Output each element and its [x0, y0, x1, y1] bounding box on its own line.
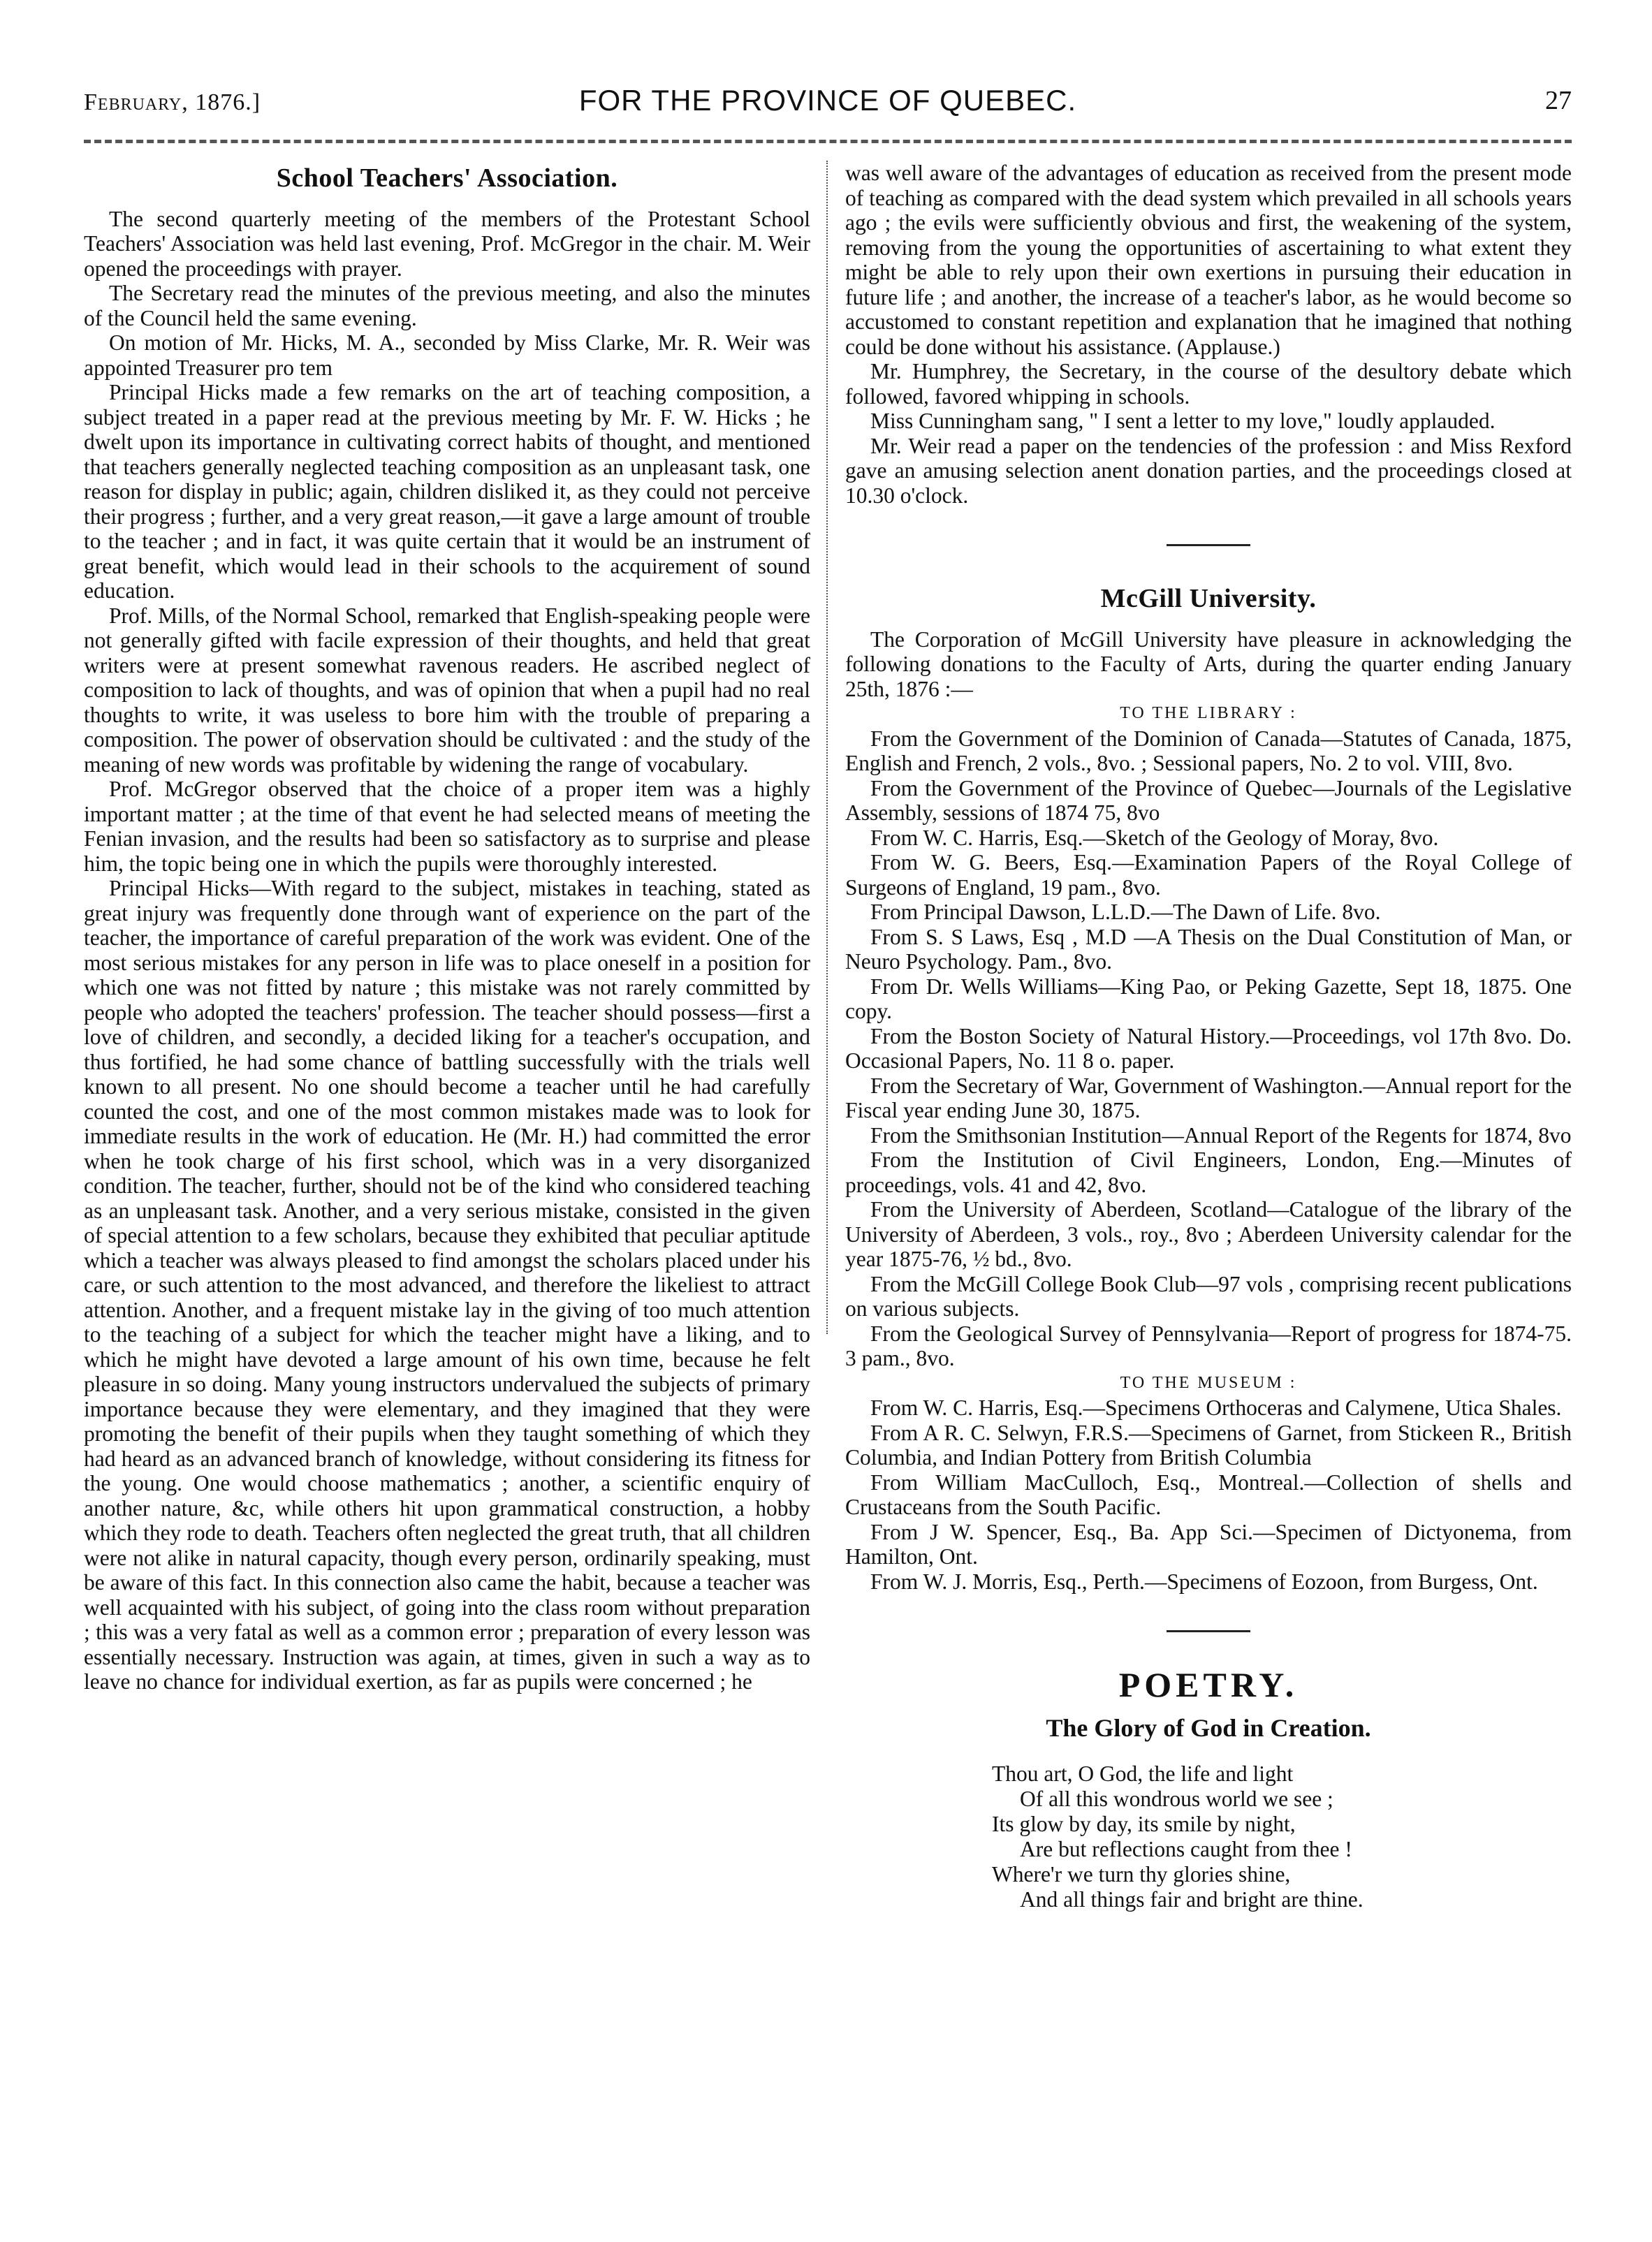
library-donations [845, 726, 1572, 1371]
library-subheading: TO THE LIBRARY : [1120, 704, 1297, 722]
page-header [84, 70, 1572, 133]
museum-subheading: TO THE MUSEUM : [1120, 1373, 1297, 1392]
article-paragraph: The second quarterly meeting of the members of the Protestant School Teachers' Association was held last evening, Prof. McGregor in the chair. M. Weir opened the proceedings with prayer. [84, 206, 810, 281]
columns [84, 161, 1572, 2207]
museum-donation-item: From A R. C. Selwyn, F.R.S.—Specimens of Garnet, from Stickeen R., British Columbia, and Indian Pottery from British Columbia [845, 1420, 1572, 1470]
museum-donation-item: From W. C. Harris, Esq.—Specimens Orthoceras and Calymene, Utica Shales. [870, 1395, 1562, 1420]
library-donation-item: From the McGill College Book Club—97 vols , comprising recent publications on various subjects. [845, 1271, 1572, 1321]
museum-donation-item: From William MacCulloch, Esq., Montreal.—Collection of shells and Crustaceans from the South Pacific. [845, 1470, 1572, 1519]
newspaper-page [84, 70, 1572, 2207]
article-continuation: was well aware of the advantages of education as received from the present mode of teaching as compared with the dead system which prevailed in all schools years ago ; the evils were sufficiently obvious and first, the weakening of the system, removing from the young the opportunities of ascertaining to what extent they might be able to rely upon their own exertions in pursuing their education in future life ; and another, the increase of a teacher's labor, as he would become so accustomed to constant repetition and explanation that he imagined that nothing could be done without his assistance. (Applause.) [845, 161, 1572, 359]
mcgill-intro: The Corporation of McGill University have pleasure in acknowledging the following donations to the Faculty of Arts, during the quarter ending January 25th, 1876 :— [845, 627, 1572, 701]
column-divider [826, 161, 828, 1334]
library-donation-item: From W. C. Harris, Esq.—Sketch of the Geology of Moray, 8vo. [870, 825, 1439, 850]
library-donation-item: From Dr. Wells Williams—King Pao, or Peking Gazette, Sept 18, 1875. One copy. [845, 974, 1572, 1023]
library-donation-item: From Principal Dawson, L.L.D.—The Dawn of Life. 8vo. [870, 900, 1381, 924]
library-donation-item: From W. G. Beers, Esq.—Examination Papers of the Royal College of Surgeons of England, 19 pam., 8vo. [845, 850, 1572, 900]
poem-line: And all things fair and bright are thine. [1020, 1887, 1364, 1912]
library-donation-item: From the University of Aberdeen, Scotland—Catalogue of the library of the University of Aberdeen, 3 vols., roy., 8vo ; Aberdeen University calendar for the year 1875-76, ½ bd., 8vo. [845, 1197, 1572, 1271]
issue-date: February, 1876.] [84, 89, 261, 115]
mcgill-heading: McGill University. [1100, 584, 1317, 613]
article-paragraph: Miss Cunningham sang, " I sent a letter to my love," loudly applauded. [870, 409, 1496, 433]
association-heading: School Teachers' Association. [276, 163, 618, 193]
poetry-title: POETRY. [1118, 1665, 1299, 1704]
left-column [84, 161, 810, 2207]
library-donation-item: From S. S Laws, Esq , M.D —A Thesis on the Dual Constitution of Man, or Neuro Psychology. Pam., 8vo. [845, 924, 1572, 974]
page-number: 27 [1545, 86, 1572, 115]
poem-line: Where'r we turn thy glories shine, [992, 1862, 1291, 1886]
section-rule [1167, 1630, 1250, 1632]
library-donation-item: From the Government of the Province of Quebec—Journals of the Legislative Assembly, sessions of 1874 75, 8vo [845, 775, 1572, 825]
right-column [845, 161, 1572, 2207]
article-paragraph: Prof. Mills, of the Normal School, remarked that English-speaking people were not generally gifted with facile expression of their thoughts, and held that great writers were at present somewhat ravenous readers. He ascribed neglect of composition to lack of thoughts, and was of opinion that when a pupil had no real thoughts to write, it was useless to bore him with the trouble of preparing a composition. The power of observation should be cultivated : and the study of the meaning of new words was profitable by widening the range of vocabulary. [84, 603, 810, 777]
article-paragraph: Mr. Humphrey, the Secretary, in the course of the desultory debate which followed, favored whipping in schools. [845, 359, 1572, 409]
article-paragraph: Principal Hicks made a few remarks on the art of teaching composition, a subject treated in a paper read at the previous meeting by Mr. F. W. Hicks ; he dwelt upon its importance in cultivating correct habits of thought, and mentioned that teachers generally neglected teaching composition as an unpleasant task, one reason for display in public; again, children disliked it, as they could not perceive their progress ; further, and a very great reason,—it gave a large amount of trouble to the teacher ; and in fact, it was quite certain that it would be an instrument of great benefit, which would lead in their schools to the acquirement of sound education. [84, 380, 810, 603]
library-donation-item: From the Government of the Dominion of Canada—Statutes of Canada, 1875, English and French, 2 vols., 8vo. ; Sessional papers, No. 2 to vol. VIII, 8vo. [845, 726, 1572, 775]
poem-line: Thou art, O God, the life and light [992, 1761, 1294, 1786]
article-paragraph: Principal Hicks—With regard to the subject, mistakes in teaching, stated as great injury was frequently done through want of experience on the part of the teacher, the importance of careful preparation of the work was evident. One of the most serious mistakes for any person in life was to place oneself in a position for which one was not fitted by nature ; this mistake was not rarely committed by people who adopted the teachers' profession. The teacher should possess—first a love of children, and secondly, a decided liking for a teacher's occupation, and thus fortified, he had some chance of battling successfully with the trials well known to all present. No one should become a teacher until he had carefully counted the cost, and one of the most common mistakes made was to look for immediate results in the work of education. He (Mr. H.) had committed the error when he took charge of his first school, which was in a very disorganized condition. The teacher, further, should not be of the kind who considered teaching as an unpleasant task. Another, and a very serious mistake, consisted in the given of special attention to a few scholars, because they exhibited that peculiar aptitude which a teacher was always pleased to find amongst the scholars placed under his care, or such attention to the most advanced, and therefore the likeliest to attract attention. Another, and a frequent mistake lay in the giving of too much attention to the teaching of a subject for which the teacher might have a liking, and to which he might have devoted a large amount of his own time, because he felt pleasure in so doing. Many young instructors undervalued the subjects of primary importance because they were elementary, and they imagined that they were promoting the benefit of their pupils when they taught something of which they had heard as an advanced branch of knowledge, without considering its fitness for the young. One would choose mathematics ; another, a scientific enquiry of another nature, &c, while others hit upon grammatical construction, a hobby which they rode to death. Teachers often neglected the great truth, that all children were not alike in natural capacity, though every person, ordinarily speaking, must be aware of this fact. In this connection also came the habit, because a teacher was well acquainted with his subject, of going into the class room without preparation ; this was a very fatal as well as a common error ; preparation of every lesson was essentially necessary. Instruction was again, at times, given in such a way as to leave no chance for individual exertion, as far as pupils were concerned ; he [84, 876, 810, 1694]
poem-line: Of all this wondrous world we see ; [1020, 1787, 1333, 1811]
article-paragraph: Prof. McGregor observed that the choice of a proper item was a highly important matter ; at the time of that event he had selected means of meeting the Fenian invasion, and the results had been so satisfactory as to surprise and please him, the topic being one in which the pupils were thoroughly interested. [84, 777, 810, 876]
poem [992, 1761, 1572, 1912]
museum-donation-item: From J W. Spencer, Esq., Ba. App Sci.—Specimen of Dictyonema, from Hamilton, Ont. [845, 1519, 1572, 1569]
poem-line: Are but reflections caught from thee ! [1020, 1837, 1352, 1861]
poem-line: Its glow by day, its smile by night, [992, 1812, 1296, 1836]
article-paragraph: On motion of Mr. Hicks, M. A., seconded by Miss Clarke, Mr. R. Weir was appointed Treasurer pro tem [84, 330, 810, 380]
header-rule [84, 140, 1572, 143]
library-donation-item: From the Secretary of War, Government of Washington.—Annual report for the Fiscal year ending June 30, 1875. [845, 1073, 1572, 1122]
library-donation-item: From the Boston Society of Natural History.—Proceedings, vol 17th 8vo. Do. Occasional Papers, No. 11 8 o. paper. [845, 1023, 1572, 1073]
museum-donation-item: From W. J. Morris, Esq., Perth.—Specimens of Eozoon, from Burgess, Ont. [870, 1569, 1538, 1594]
section-rule [1167, 544, 1250, 546]
poem-title: The Glory of God in Creation. [1046, 1713, 1371, 1742]
library-donation-item: From the Institution of Civil Engineers, London, Eng.—Minutes of proceedings, vols. 41 and 42, 8vo. [845, 1148, 1572, 1197]
article-paragraph: Mr. Weir read a paper on the tendencies of the profession : and Miss Rexford gave an amusing selection anent donation parties, and the proceedings closed at 10.30 o'clock. [845, 433, 1572, 508]
library-donation-item: From the Geological Survey of Pennsylvania—Report of progress for 1874-75. 3 pam., 8vo. [845, 1321, 1572, 1370]
running-title: FOR THE PROVINCE OF QUEBEC. [578, 84, 1077, 117]
article-paragraph: The Secretary read the minutes of the previous meeting, and also the minutes of the Council held the same evening. [84, 281, 810, 330]
library-donation-item: From the Smithsonian Institution—Annual Report of the Regents for 1874, 8vo [870, 1122, 1572, 1148]
museum-donations [845, 1395, 1572, 1594]
